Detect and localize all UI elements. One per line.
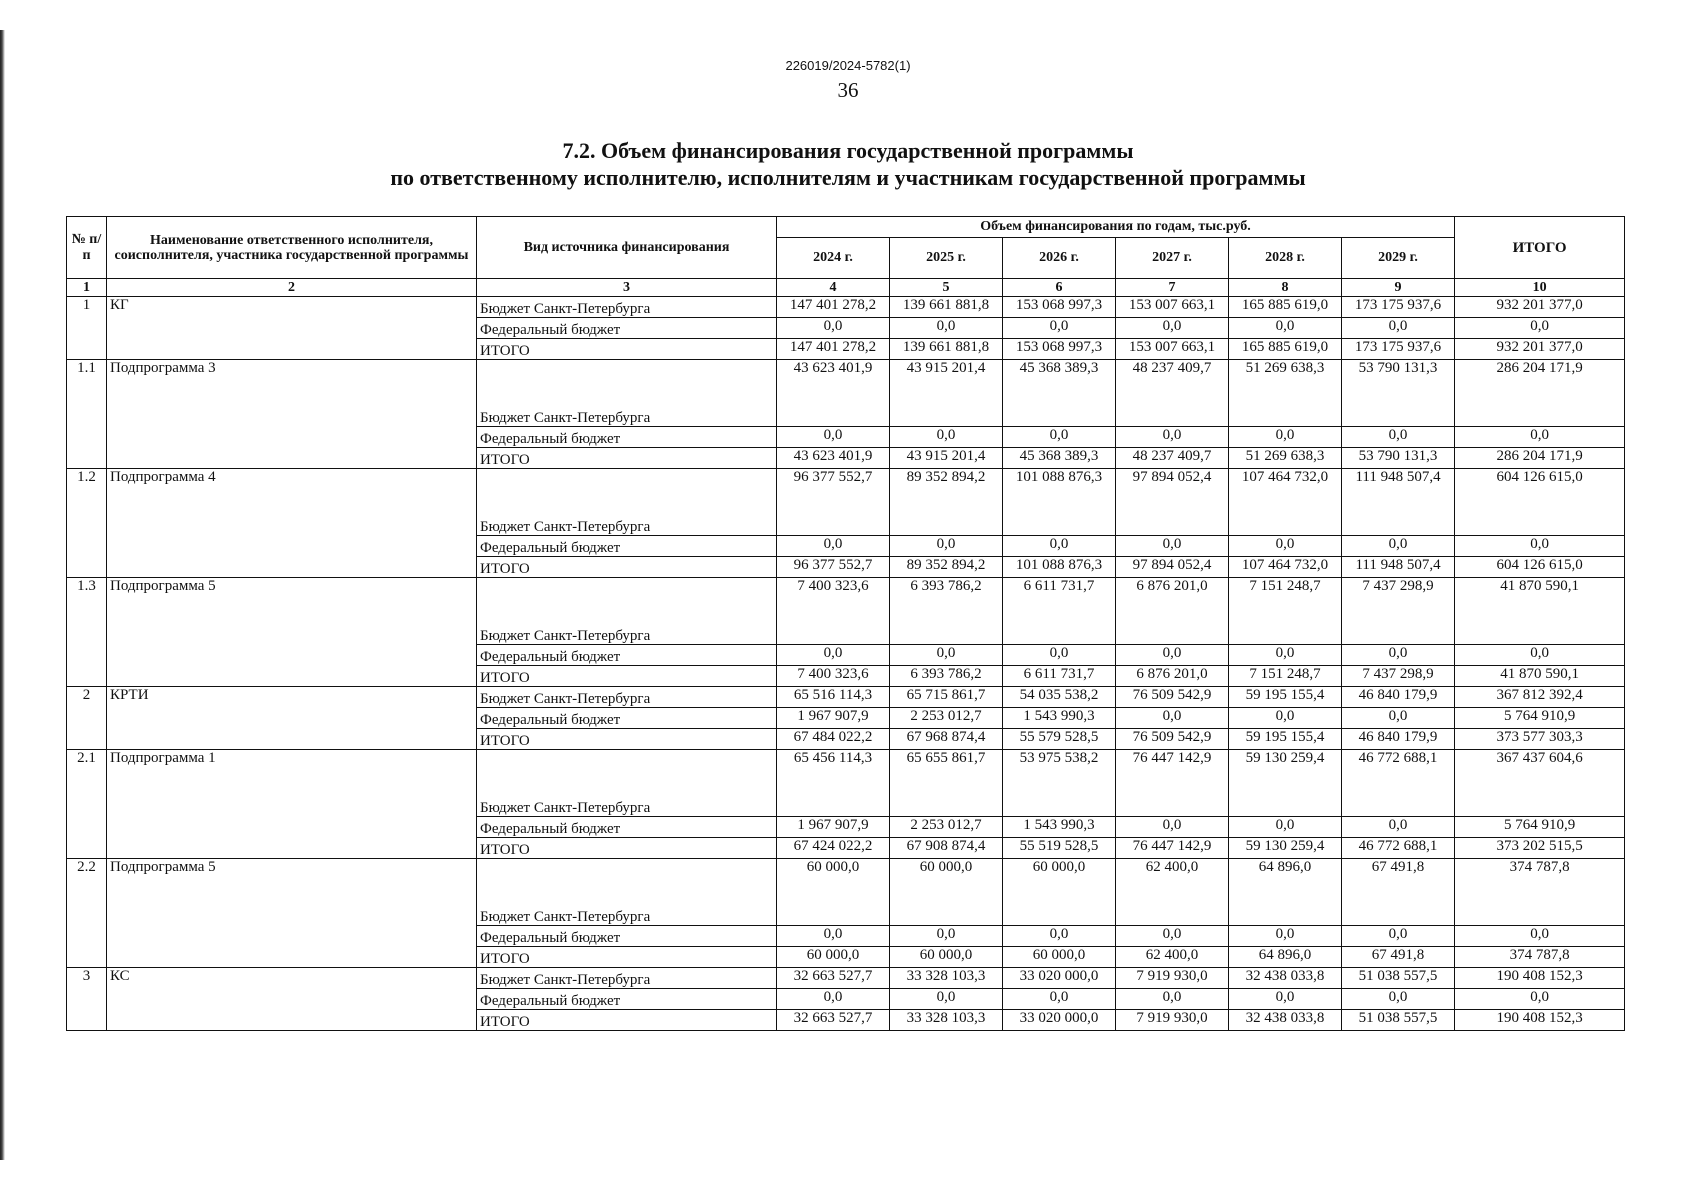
year-value-cell: 147 401 278,2 (777, 339, 890, 360)
year-value-cell: 111 948 507,4 (1342, 469, 1455, 536)
year-value-cell: 43 623 401,9 (777, 360, 890, 427)
year-value-cell: 48 237 409,7 (1116, 360, 1229, 427)
row-number-cell: 1.3 (67, 578, 107, 687)
year-value-cell: 55 579 528,5 (1003, 729, 1116, 750)
year-value-cell: 101 088 876,3 (1003, 557, 1116, 578)
header-year: 2027 г. (1116, 238, 1229, 279)
year-value-cell: 0,0 (1116, 645, 1229, 666)
column-index-row (67, 279, 1625, 297)
year-value-cell: 153 068 997,3 (1003, 297, 1116, 318)
executor-name-cell: Подпрограмма 5 (107, 859, 477, 968)
funding-source-cell: Федеральный бюджет (477, 536, 777, 557)
year-value-cell: 2 253 012,7 (890, 817, 1003, 838)
row-number-cell: 2.2 (67, 859, 107, 968)
funding-source-cell: Бюджет Санкт-Петербурга (477, 360, 777, 427)
year-value-cell: 7 151 248,7 (1229, 578, 1342, 645)
funding-source-cell: Бюджет Санкт-Петербурга (477, 859, 777, 926)
header-executor-name: Наименование ответственного исполнителя, соисполнителя, участника государственной программы (107, 217, 477, 279)
table-row (67, 297, 1625, 318)
header-year: 2028 г. (1229, 238, 1342, 279)
year-value-cell: 32 438 033,8 (1229, 1010, 1342, 1031)
total-value-cell: 0,0 (1455, 926, 1625, 947)
year-value-cell: 67 491,8 (1342, 947, 1455, 968)
year-value-cell: 67 908 874,4 (890, 838, 1003, 859)
year-value-cell: 46 772 688,1 (1342, 838, 1455, 859)
funding-source-cell: Федеральный бюджет (477, 989, 777, 1010)
table-row (67, 360, 1625, 427)
funding-source-cell: Федеральный бюджет (477, 318, 777, 339)
year-value-cell: 33 328 103,3 (890, 1010, 1003, 1031)
funding-source-cell: Федеральный бюджет (477, 427, 777, 448)
funding-source-cell: Бюджет Санкт-Петербурга (477, 968, 777, 989)
year-value-cell: 6 393 786,2 (890, 666, 1003, 687)
column-index: 3 (477, 279, 777, 297)
total-value-cell: 604 126 615,0 (1455, 557, 1625, 578)
total-value-cell: 41 870 590,1 (1455, 666, 1625, 687)
year-value-cell: 0,0 (1342, 645, 1455, 666)
financing-table (66, 216, 1625, 1031)
year-value-cell: 65 715 861,7 (890, 687, 1003, 708)
executor-name-cell: КРТИ (107, 687, 477, 750)
year-value-cell: 65 456 114,3 (777, 750, 890, 817)
table-row (67, 968, 1625, 989)
column-index: 8 (1229, 279, 1342, 297)
year-value-cell: 0,0 (890, 536, 1003, 557)
total-value-cell: 367 437 604,6 (1455, 750, 1625, 817)
year-value-cell: 6 393 786,2 (890, 578, 1003, 645)
year-value-cell: 46 840 179,9 (1342, 687, 1455, 708)
total-value-cell: 0,0 (1455, 989, 1625, 1010)
total-value-cell: 932 201 377,0 (1455, 339, 1625, 360)
program-group (67, 297, 1625, 360)
total-value-cell: 932 201 377,0 (1455, 297, 1625, 318)
year-value-cell: 6 876 201,0 (1116, 666, 1229, 687)
funding-source-cell: ИТОГО (477, 1010, 777, 1031)
year-value-cell: 97 894 052,4 (1116, 557, 1229, 578)
total-value-cell: 374 787,8 (1455, 859, 1625, 926)
executor-name-cell: КГ (107, 297, 477, 360)
total-value-cell: 0,0 (1455, 318, 1625, 339)
year-value-cell: 53 790 131,3 (1342, 360, 1455, 427)
year-value-cell: 6 611 731,7 (1003, 666, 1116, 687)
header-funding-source: Вид источника финансирования (477, 217, 777, 279)
funding-source-cell: ИТОГО (477, 729, 777, 750)
table-row (67, 578, 1625, 645)
column-index: 5 (890, 279, 1003, 297)
program-group (67, 968, 1625, 1031)
year-value-cell: 0,0 (1229, 318, 1342, 339)
header-total: ИТОГО (1455, 217, 1625, 279)
row-number-cell: 2 (67, 687, 107, 750)
total-value-cell: 190 408 152,3 (1455, 968, 1625, 989)
year-value-cell: 165 885 619,0 (1229, 339, 1342, 360)
funding-source-cell: Бюджет Санкт-Петербурга (477, 687, 777, 708)
funding-source-cell: ИТОГО (477, 947, 777, 968)
program-group (67, 859, 1625, 968)
year-value-cell: 76 447 142,9 (1116, 838, 1229, 859)
year-value-cell: 139 661 881,8 (890, 297, 1003, 318)
year-value-cell: 67 424 022,2 (777, 838, 890, 859)
year-value-cell: 64 896,0 (1229, 859, 1342, 926)
executor-name-cell: Подпрограмма 5 (107, 578, 477, 687)
executor-name-cell: Подпрограмма 4 (107, 469, 477, 578)
program-group (67, 750, 1625, 859)
year-value-cell: 0,0 (1342, 708, 1455, 729)
funding-source-cell: ИТОГО (477, 666, 777, 687)
year-value-cell: 0,0 (777, 645, 890, 666)
year-value-cell: 59 130 259,4 (1229, 750, 1342, 817)
table-row (67, 687, 1625, 708)
total-value-cell: 190 408 152,3 (1455, 1010, 1625, 1031)
year-value-cell: 59 195 155,4 (1229, 687, 1342, 708)
year-value-cell: 43 915 201,4 (890, 448, 1003, 469)
year-value-cell: 1 543 990,3 (1003, 708, 1116, 729)
year-value-cell: 7 151 248,7 (1229, 666, 1342, 687)
year-value-cell: 53 790 131,3 (1342, 448, 1455, 469)
year-value-cell: 45 368 389,3 (1003, 448, 1116, 469)
year-value-cell: 33 020 000,0 (1003, 1010, 1116, 1031)
year-value-cell: 0,0 (777, 989, 890, 1010)
funding-source-cell: Федеральный бюджет (477, 708, 777, 729)
funding-source-cell: ИТОГО (477, 339, 777, 360)
year-value-cell: 0,0 (1342, 817, 1455, 838)
document-registration-number: 226019/2024-5782(1) (785, 58, 911, 73)
year-value-cell: 0,0 (1116, 926, 1229, 947)
financing-table-container (66, 216, 1624, 1031)
year-value-cell: 7 400 323,6 (777, 578, 890, 645)
total-value-cell: 373 577 303,3 (1455, 729, 1625, 750)
year-value-cell: 51 038 557,5 (1342, 1010, 1455, 1031)
year-value-cell: 65 516 114,3 (777, 687, 890, 708)
funding-source-cell: Федеральный бюджет (477, 817, 777, 838)
year-value-cell: 101 088 876,3 (1003, 469, 1116, 536)
year-value-cell: 0,0 (1003, 989, 1116, 1010)
year-value-cell: 165 885 619,0 (1229, 297, 1342, 318)
total-value-cell: 0,0 (1455, 645, 1625, 666)
year-value-cell: 51 038 557,5 (1342, 968, 1455, 989)
total-value-cell: 5 764 910,9 (1455, 817, 1625, 838)
total-value-cell: 286 204 171,9 (1455, 360, 1625, 427)
funding-source-cell: Бюджет Санкт-Петербурга (477, 750, 777, 817)
funding-source-cell: ИТОГО (477, 838, 777, 859)
year-value-cell: 60 000,0 (1003, 947, 1116, 968)
total-value-cell: 0,0 (1455, 427, 1625, 448)
column-index: 1 (67, 279, 107, 297)
year-value-cell: 64 896,0 (1229, 947, 1342, 968)
year-value-cell: 67 484 022,2 (777, 729, 890, 750)
year-value-cell: 0,0 (777, 427, 890, 448)
year-value-cell: 0,0 (890, 318, 1003, 339)
year-value-cell: 0,0 (1003, 427, 1116, 448)
year-value-cell: 139 661 881,8 (890, 339, 1003, 360)
executor-name-cell: Подпрограмма 1 (107, 750, 477, 859)
year-value-cell: 107 464 732,0 (1229, 557, 1342, 578)
year-value-cell: 32 663 527,7 (777, 968, 890, 989)
year-value-cell: 0,0 (1003, 645, 1116, 666)
year-value-cell: 153 007 663,1 (1116, 297, 1229, 318)
year-value-cell: 0,0 (1342, 427, 1455, 448)
funding-source-cell: ИТОГО (477, 448, 777, 469)
year-value-cell: 76 509 542,9 (1116, 687, 1229, 708)
year-value-cell: 1 967 907,9 (777, 708, 890, 729)
year-value-cell: 7 919 930,0 (1116, 1010, 1229, 1031)
header-years-group: Объем финансирования по годам, тыс.руб. (777, 217, 1455, 238)
header-year: 2024 г. (777, 238, 890, 279)
funding-source-cell: ИТОГО (477, 557, 777, 578)
year-value-cell: 7 400 323,6 (777, 666, 890, 687)
year-value-cell: 0,0 (1229, 926, 1342, 947)
year-value-cell: 0,0 (1003, 926, 1116, 947)
year-value-cell: 67 491,8 (1342, 859, 1455, 926)
year-value-cell: 62 400,0 (1116, 859, 1229, 926)
year-value-cell: 48 237 409,7 (1116, 448, 1229, 469)
year-value-cell: 60 000,0 (890, 859, 1003, 926)
column-index: 6 (1003, 279, 1116, 297)
row-number-cell: 1.2 (67, 469, 107, 578)
year-value-cell: 147 401 278,2 (777, 297, 890, 318)
year-value-cell: 0,0 (1003, 318, 1116, 339)
total-value-cell: 41 870 590,1 (1455, 578, 1625, 645)
year-value-cell: 96 377 552,7 (777, 469, 890, 536)
column-index: 4 (777, 279, 890, 297)
year-value-cell: 7 919 930,0 (1116, 968, 1229, 989)
year-value-cell: 153 068 997,3 (1003, 339, 1116, 360)
year-value-cell: 59 130 259,4 (1229, 838, 1342, 859)
year-value-cell: 0,0 (1116, 989, 1229, 1010)
total-value-cell: 604 126 615,0 (1455, 469, 1625, 536)
row-number-cell: 1 (67, 297, 107, 360)
program-group (67, 360, 1625, 469)
year-value-cell: 89 352 894,2 (890, 469, 1003, 536)
year-value-cell: 0,0 (1229, 708, 1342, 729)
year-value-cell: 0,0 (777, 536, 890, 557)
year-value-cell: 0,0 (1229, 427, 1342, 448)
year-value-cell: 43 915 201,4 (890, 360, 1003, 427)
table-row (67, 750, 1625, 817)
year-value-cell: 0,0 (1116, 708, 1229, 729)
year-value-cell: 0,0 (1003, 536, 1116, 557)
year-value-cell: 0,0 (1229, 817, 1342, 838)
year-value-cell: 111 948 507,4 (1342, 557, 1455, 578)
year-value-cell: 60 000,0 (777, 859, 890, 926)
column-index: 9 (1342, 279, 1455, 297)
year-value-cell: 0,0 (1229, 536, 1342, 557)
year-value-cell: 46 840 179,9 (1342, 729, 1455, 750)
total-value-cell: 374 787,8 (1455, 947, 1625, 968)
year-value-cell: 0,0 (1116, 536, 1229, 557)
header-year: 2026 г. (1003, 238, 1116, 279)
year-value-cell: 0,0 (1116, 318, 1229, 339)
year-value-cell: 59 195 155,4 (1229, 729, 1342, 750)
year-value-cell: 173 175 937,6 (1342, 297, 1455, 318)
funding-source-cell: Бюджет Санкт-Петербурга (477, 469, 777, 536)
row-number-cell: 3 (67, 968, 107, 1031)
year-value-cell: 0,0 (890, 989, 1003, 1010)
table-row (67, 469, 1625, 536)
header-year: 2029 г. (1342, 238, 1455, 279)
year-value-cell: 33 328 103,3 (890, 968, 1003, 989)
year-value-cell: 32 438 033,8 (1229, 968, 1342, 989)
total-value-cell: 5 764 910,9 (1455, 708, 1625, 729)
year-value-cell: 0,0 (1342, 318, 1455, 339)
year-value-cell: 65 655 861,7 (890, 750, 1003, 817)
program-group (67, 578, 1625, 687)
year-value-cell: 0,0 (1342, 536, 1455, 557)
page-number: 36 (837, 78, 859, 102)
year-value-cell: 0,0 (1116, 817, 1229, 838)
program-group (67, 469, 1625, 578)
year-value-cell: 62 400,0 (1116, 947, 1229, 968)
year-value-cell: 51 269 638,3 (1229, 448, 1342, 469)
total-value-cell: 367 812 392,4 (1455, 687, 1625, 708)
year-value-cell: 153 007 663,1 (1116, 339, 1229, 360)
year-value-cell: 89 352 894,2 (890, 557, 1003, 578)
year-value-cell: 32 663 527,7 (777, 1010, 890, 1031)
total-value-cell: 373 202 515,5 (1455, 838, 1625, 859)
table-header (67, 217, 1625, 297)
year-value-cell: 60 000,0 (777, 947, 890, 968)
year-value-cell: 60 000,0 (1003, 859, 1116, 926)
column-index: 10 (1455, 279, 1625, 297)
year-value-cell: 33 020 000,0 (1003, 968, 1116, 989)
year-value-cell: 0,0 (777, 926, 890, 947)
year-value-cell: 0,0 (1116, 427, 1229, 448)
year-value-cell: 2 253 012,7 (890, 708, 1003, 729)
year-value-cell: 67 968 874,4 (890, 729, 1003, 750)
year-value-cell: 43 623 401,9 (777, 448, 890, 469)
year-value-cell: 54 035 538,2 (1003, 687, 1116, 708)
total-value-cell: 0,0 (1455, 536, 1625, 557)
year-value-cell: 76 447 142,9 (1116, 750, 1229, 817)
year-value-cell: 107 464 732,0 (1229, 469, 1342, 536)
year-value-cell: 0,0 (777, 318, 890, 339)
year-value-cell: 173 175 937,6 (1342, 339, 1455, 360)
table-row (67, 859, 1625, 926)
executor-name-cell: Подпрограмма 3 (107, 360, 477, 469)
column-index: 2 (107, 279, 477, 297)
section-title: 7.2. Объем финансирования государственной программы (562, 138, 1134, 163)
year-value-cell: 0,0 (890, 427, 1003, 448)
year-value-cell: 6 611 731,7 (1003, 578, 1116, 645)
year-value-cell: 1 967 907,9 (777, 817, 890, 838)
year-value-cell: 7 437 298,9 (1342, 578, 1455, 645)
year-value-cell: 1 543 990,3 (1003, 817, 1116, 838)
row-number-cell: 2.1 (67, 750, 107, 859)
section-subtitle: по ответственному исполнителю, исполнителям и участникам государственной программы (390, 165, 1306, 190)
executor-name-cell: КС (107, 968, 477, 1031)
year-value-cell: 53 975 538,2 (1003, 750, 1116, 817)
scan-page-edge (0, 30, 5, 1160)
header-year: 2025 г. (890, 238, 1003, 279)
year-value-cell: 46 772 688,1 (1342, 750, 1455, 817)
year-value-cell: 76 509 542,9 (1116, 729, 1229, 750)
year-value-cell: 96 377 552,7 (777, 557, 890, 578)
funding-source-cell: Бюджет Санкт-Петербурга (477, 297, 777, 318)
year-value-cell: 51 269 638,3 (1229, 360, 1342, 427)
row-number-cell: 1.1 (67, 360, 107, 469)
year-value-cell: 0,0 (1229, 989, 1342, 1010)
year-value-cell: 0,0 (890, 926, 1003, 947)
program-group (67, 687, 1625, 750)
column-index: 7 (1116, 279, 1229, 297)
year-value-cell: 6 876 201,0 (1116, 578, 1229, 645)
funding-source-cell: Бюджет Санкт-Петербурга (477, 578, 777, 645)
year-value-cell: 0,0 (1342, 926, 1455, 947)
year-value-cell: 60 000,0 (890, 947, 1003, 968)
year-value-cell: 0,0 (1229, 645, 1342, 666)
year-value-cell: 7 437 298,9 (1342, 666, 1455, 687)
year-value-cell: 55 519 528,5 (1003, 838, 1116, 859)
year-value-cell: 0,0 (890, 645, 1003, 666)
year-value-cell: 97 894 052,4 (1116, 469, 1229, 536)
year-value-cell: 0,0 (1342, 989, 1455, 1010)
total-value-cell: 286 204 171,9 (1455, 448, 1625, 469)
year-value-cell: 45 368 389,3 (1003, 360, 1116, 427)
funding-source-cell: Федеральный бюджет (477, 645, 777, 666)
header-num: № п/п (67, 217, 107, 279)
funding-source-cell: Федеральный бюджет (477, 926, 777, 947)
